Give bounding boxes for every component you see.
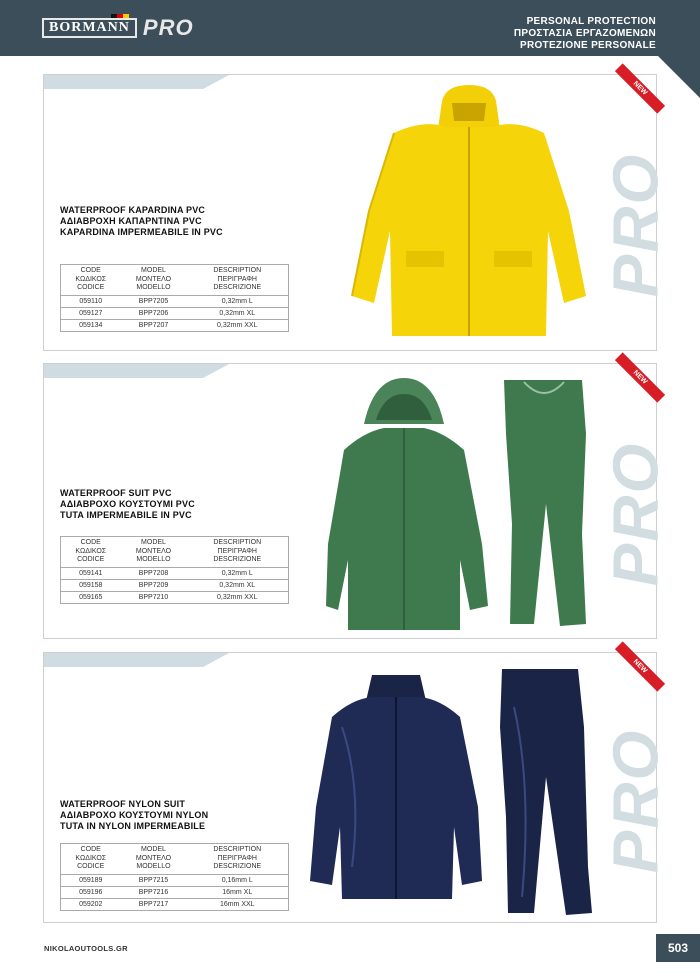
product-title: WATERPROOF NYLON SUIT ΑΔΙΑΒΡΟΧΟ ΚΟΥΣΤΟΥΜΙ NYLON TUTA IN NYLON IMPERMEABILE <box>60 799 209 831</box>
col-code: CODE ΚΩΔΙΚΟΣ CODICE <box>61 537 121 568</box>
brand-name: BORMANN <box>42 18 137 38</box>
product-title: WATERPROOF SUIT PVC ΑΔΙΑΒΡΟΧΟ ΚΟΥΣΤΟΥΜΙ PVC TUTA IMPERMEABILE IN PVC <box>60 488 195 520</box>
col-description: DESCRIPTION ΠΕΡΙΓΡΑΦΗ DESCRIZIONE <box>187 265 289 296</box>
table-row: 059127 BPP7206 0,32mm XL <box>61 307 289 319</box>
table-row: 059189 BPP7215 0,16mm L <box>61 874 289 886</box>
table-row: 059196 BPP7216 16mm XL <box>61 886 289 898</box>
col-model: MODEL ΜΟΝΤΕΛΟ MODELLO <box>121 265 187 296</box>
pro-watermark: PRO <box>599 441 671 587</box>
german-flag-icon <box>111 14 129 18</box>
product-card-nylon-suit <box>43 652 671 923</box>
page-header <box>0 0 700 56</box>
table-row: 059165 BPP7210 0,32mm XXL <box>61 591 289 603</box>
col-code: CODE ΚΩΔΙΚΟΣ CODICE <box>61 265 121 296</box>
page-number: 503 <box>656 934 700 962</box>
new-badge: NEW <box>615 63 665 113</box>
product-card-kapardina <box>43 74 671 351</box>
product-table <box>60 264 289 332</box>
card-tab <box>44 653 229 667</box>
header-corner <box>658 56 700 98</box>
yellow-raincoat-image <box>334 81 604 345</box>
brand-logo <box>42 17 194 39</box>
table-row: 059141 BPP7208 0,32mm L <box>61 567 289 579</box>
table-row: 059158 BPP7209 0,32mm XL <box>61 579 289 591</box>
website-link[interactable]: NIKOLAOUTOOLS.GR <box>44 944 128 953</box>
col-model: MODEL ΜΟΝΤΕΛΟ MODELLO <box>121 537 187 568</box>
product-title: WATERPROOF KAPARDINA PVC ΑΔΙΑΒΡΟΧΗ ΚΑΠΑΡΝΤΙΝΑ PVC KAPARDINA IMPERMEABILE IN PVC <box>60 205 223 237</box>
col-description: DESCRIPTION ΠΕΡΙΓΡΑΦΗ DESCRIZIONE <box>187 844 289 875</box>
col-model: MODEL ΜΟΝΤΕΛΟ MODELLO <box>121 844 187 875</box>
product-table <box>60 843 289 911</box>
pro-watermark: PRO <box>599 728 671 874</box>
table-header-row <box>61 265 289 296</box>
table-row: 059202 BPP7217 16mm XXL <box>61 898 289 910</box>
table-header-row <box>61 537 289 568</box>
pro-watermark: PRO <box>599 152 671 298</box>
col-code: CODE ΚΩΔΙΚΟΣ CODICE <box>61 844 121 875</box>
table-row: 059110 BPP7205 0,32mm L <box>61 295 289 307</box>
product-card-pvc-suit <box>43 363 671 639</box>
new-badge: NEW <box>615 641 665 691</box>
card-tab <box>44 75 229 89</box>
navy-nylon-suit-image <box>302 667 602 919</box>
table-row: 059134 BPP7207 0,32mm XXL <box>61 319 289 331</box>
category-title: PERSONAL PROTECTION ΠΡΟΣΤΑΣΙΑ ΕΡΓΑΖΟΜΕΝΩΝ PROTEZIONE PERSONALE <box>513 16 656 51</box>
product-table <box>60 536 289 604</box>
new-badge: NEW <box>615 352 665 402</box>
col-description: DESCRIPTION ΠΕΡΙΓΡΑΦΗ DESCRIZIONE <box>187 537 289 568</box>
card-tab <box>44 364 229 378</box>
brand-pro: PRO <box>142 15 194 40</box>
green-pvc-suit-image <box>324 374 594 634</box>
table-header-row <box>61 844 289 875</box>
